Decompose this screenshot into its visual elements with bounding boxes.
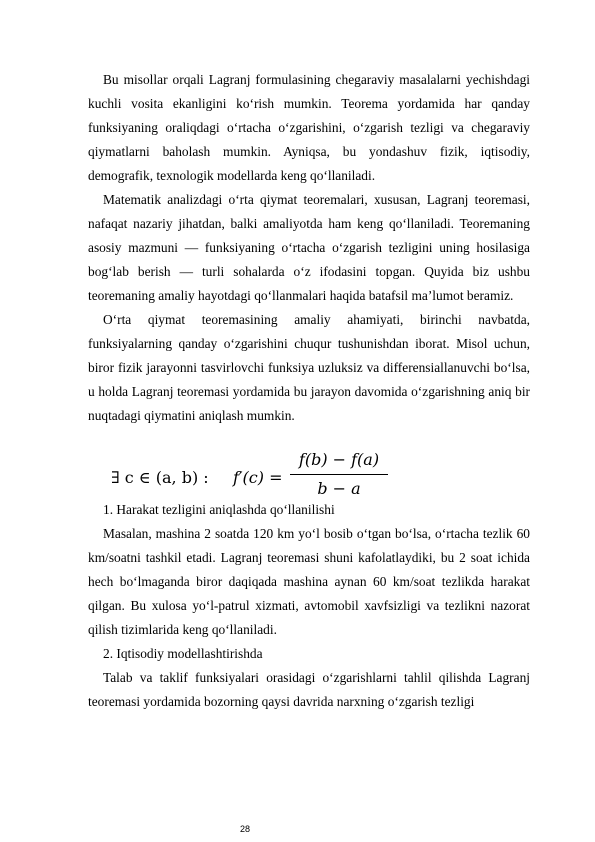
paragraph-practical-significance: O‘rta qiymat teoremasining amaliy ahamiyati, birinchi navbatda, funksiyalarning qanday o‘zgarishini chuqur tushunishdan iborat. Misol uchun, biror fizik jarayonni tasvirlovchi funksiya uzluksiz va differensiallanuvchi bo‘lsa, u holda Lagranj teoremasi yordamida bu jarayon davomida o‘zgarishning aniq bir nuqtadagi qiymatini aniqlash mumkin. <box>88 312 530 423</box>
lagrange-formula <box>88 428 530 498</box>
formula-numerator: f(b) − f(a) <box>298 450 380 469</box>
paragraph-theorem-applications: Matematik analizdagi o‘rta qiymat teoremalari, xususan, Lagranj teoremasi, nafaqat nazariy jihatdan, balki amaliyotda ham keng qo‘llaniladi. Teoremaning asosiy mazmuni — funksiyaning o‘rtacha o‘zgarish tezligini uning hosilasiga bog‘lab berish — turli sohalarda o‘z ifodasini topgan. Quyida biz ushbu teoremaning amaliy hayotdagi qo‘llanmalari haqida batafsil ma’lumot beramiz. <box>88 192 530 303</box>
formula-denominator: b − a <box>317 479 361 498</box>
formula-exists-clause: ∃ c ∈ (a, b) : <box>111 468 209 487</box>
formula-derivative: f′(c) = <box>233 468 283 487</box>
section-heading-speed: 1. Harakat tezligini aniqlashda qo‘llanilishi <box>103 502 335 517</box>
paragraph-intro: Bu misollar orqali Lagranj formulasining chegaraviy masalalarni yechishdagi kuchli vosita ekanligini ko‘rish mumkin. Teorema yordamida har qanday funksiyaning oraliqdagi o‘rtacha o‘zgarishini, o‘zgarish tezligi va chegaraviy qiymatlarni baholash mumkin. Ayniqsa, bu yondashuv fizik, iqtisodiy, demografik, texnologik modellarda keng qo‘llaniladi. <box>88 72 530 183</box>
paragraph-economics: Talab va taklif funksiyalari orasidagi o‘zgarishlarni tahlil qilishda Lagranj teoremasi yordamida bozorning qaysi davrida narxning o‘zgarish tezligi <box>88 670 530 709</box>
page-number: 28 <box>239 824 250 834</box>
formula-fraction <box>290 448 388 501</box>
document-body <box>88 68 530 714</box>
section-heading-economics: 2. Iqtisodiy modellashtirishda <box>103 646 263 661</box>
paragraph-speed-example: Masalan, mashina 2 soatda 120 km yo‘l bosib o‘tgan bo‘lsa, o‘rtacha tezlik 60 km/soatni tashkil etadi. Lagranj teoremasi shuni kafolatlaydiki, bu 2 soat ichida hech bo‘lmaganda biror daqiqada mashina aynan 60 km/soat tezlikda harakat qilgan. Bu xulosa yo‘l-patrul xizmati, avtomobil xavfsizligi va tezlikni nazorat qilish tizimlarida keng qo‘llaniladi. <box>88 526 530 637</box>
